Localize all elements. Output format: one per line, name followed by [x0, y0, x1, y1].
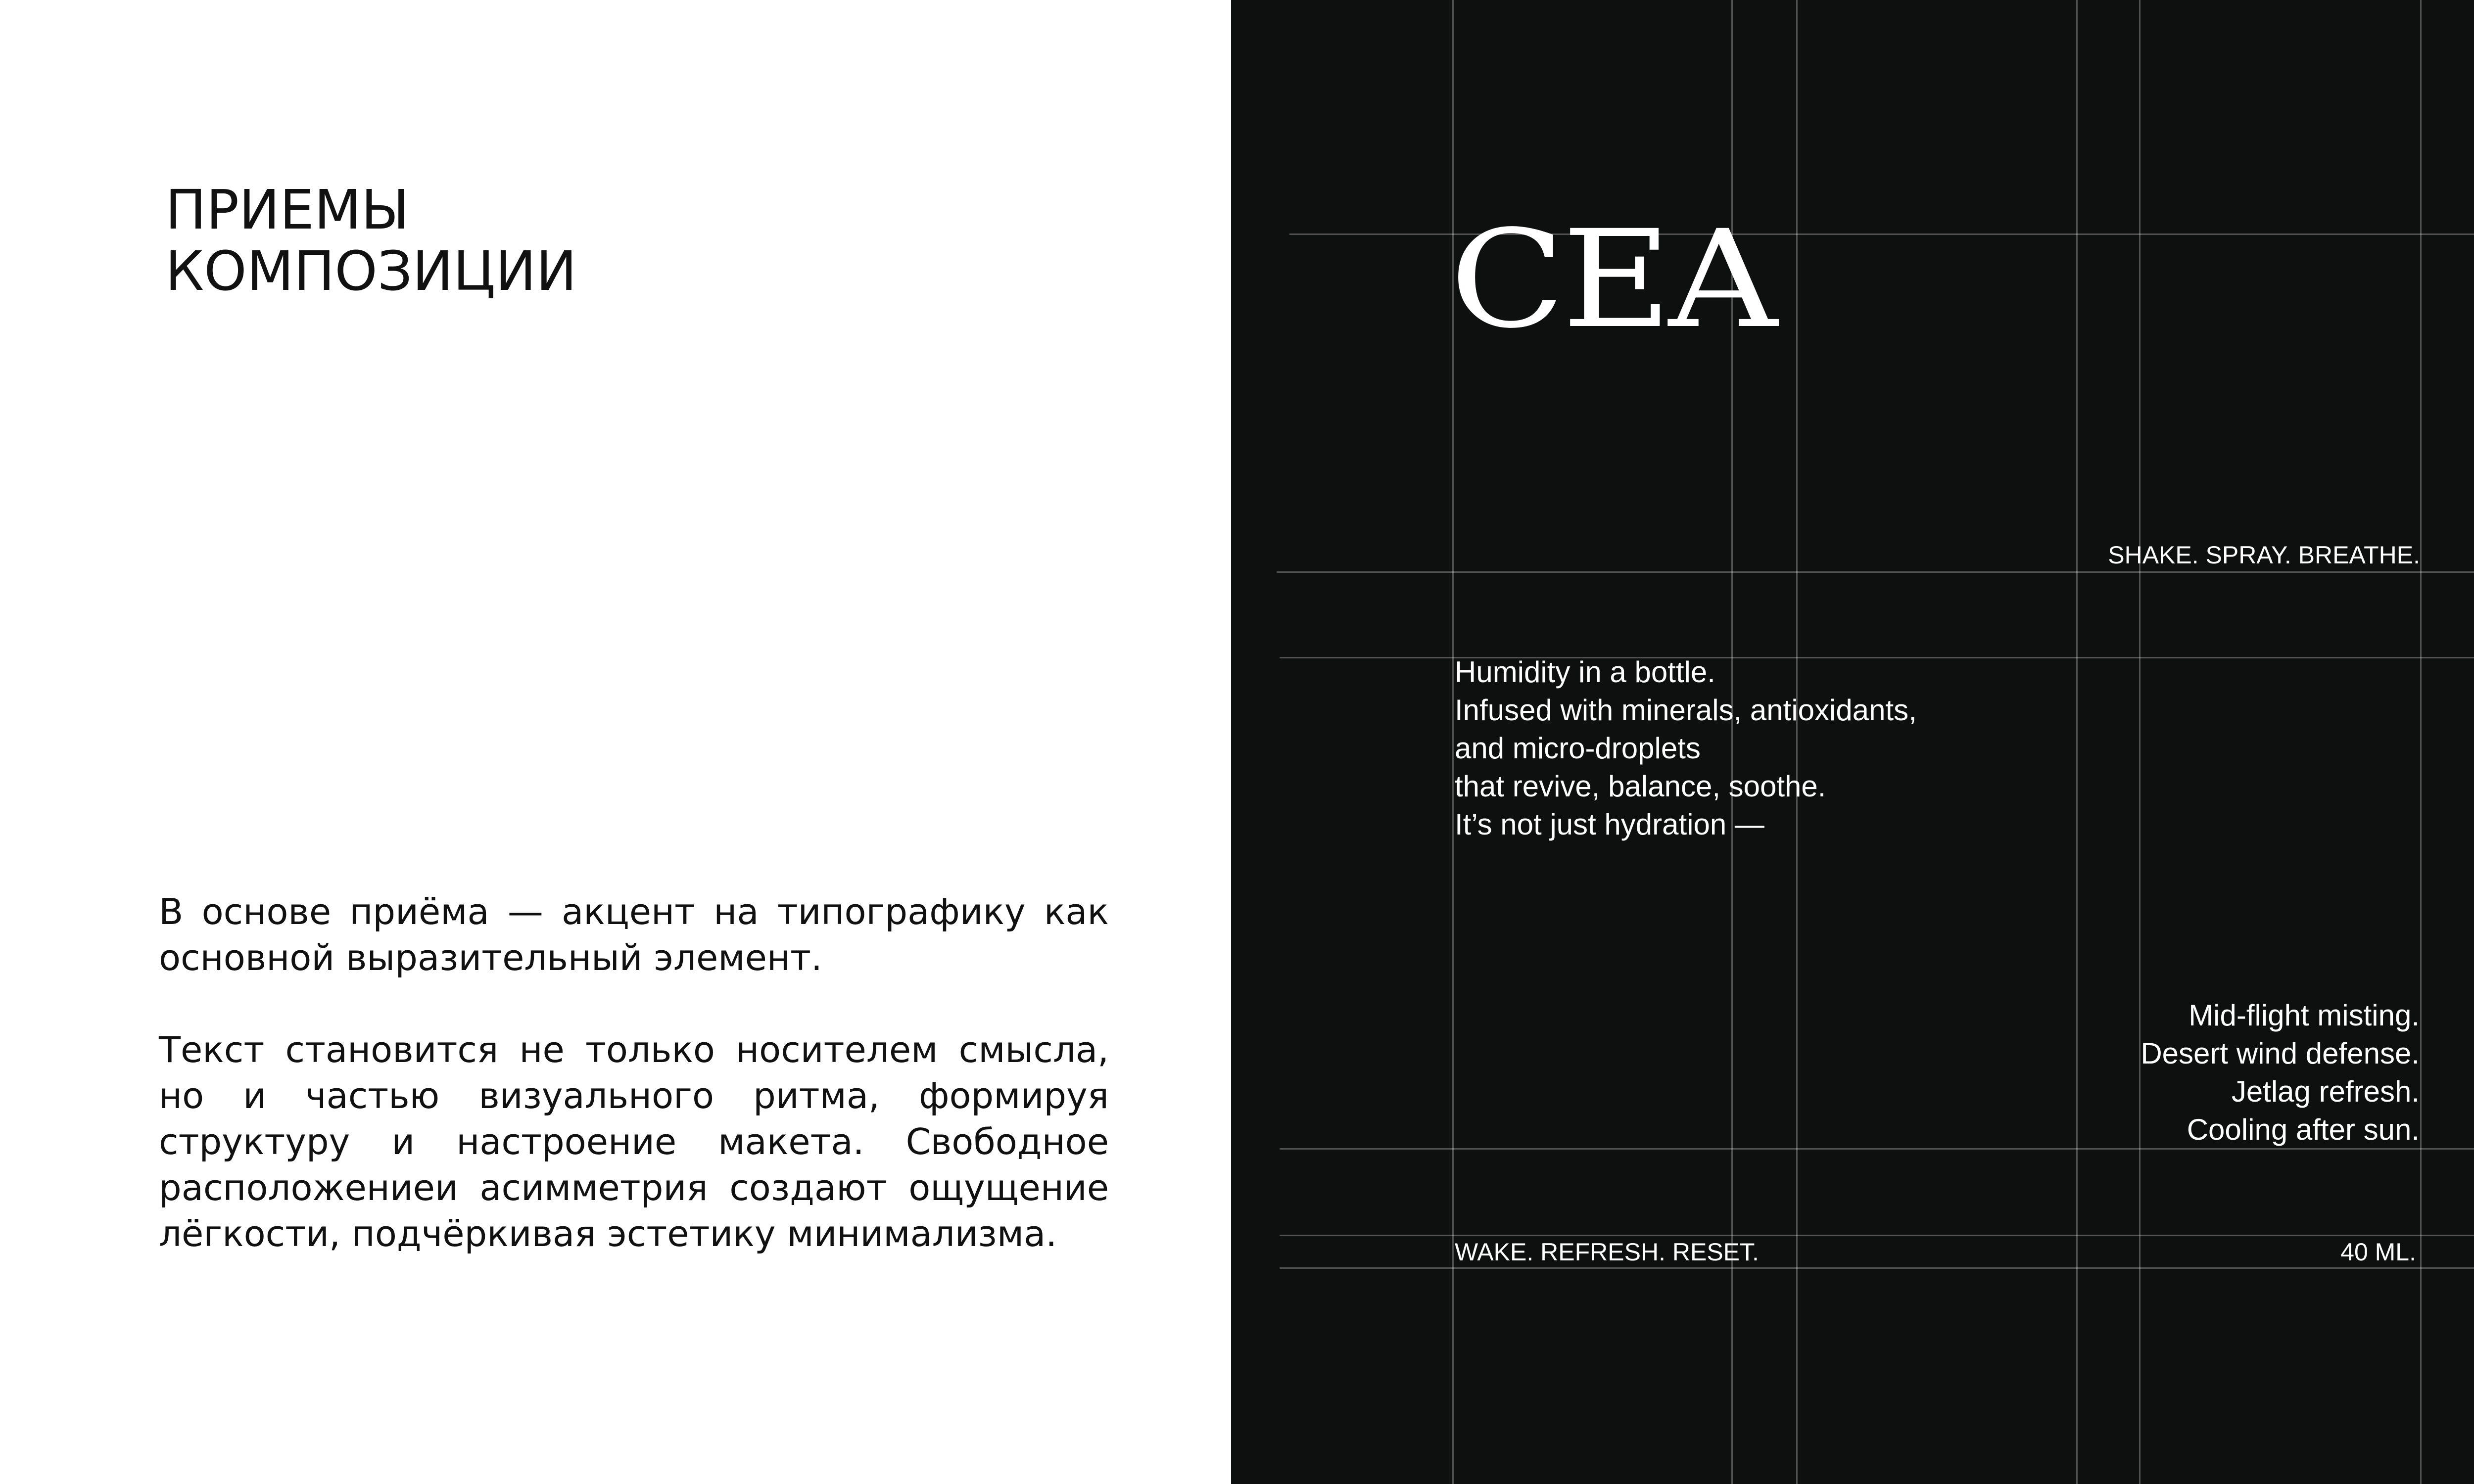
heading-line-2: КОМПОЗИЦИИ	[165, 239, 577, 303]
grid-guide-horizontal	[1280, 1267, 2474, 1269]
volume-label: 40 ML.	[2340, 1238, 2416, 1266]
description-panel	[0, 0, 1231, 1484]
heading-line-1: ПРИЕМЫ	[165, 178, 409, 241]
grid-guide-horizontal	[1280, 1235, 2474, 1236]
tagline-top: SHAKE. SPRAY. BREATHE.	[2108, 541, 2420, 569]
usage-item: Mid-flight misting.	[2189, 999, 2420, 1032]
grid-guide-vertical	[2076, 0, 2078, 1484]
description-paragraph-2: Текст становится не только носителем смысла, но и частью визуального ритма, формируя структуру и настроение макета. Свободное расположениеи асимметрия создают ощущение лёгкости, подчёркивая эстетику минимализма.	[159, 1029, 1109, 1254]
usage-item: Desert wind defense.	[2141, 1037, 2420, 1070]
product-copy	[1455, 653, 1917, 843]
brand-logo: CEA	[1450, 202, 1774, 358]
description-text	[159, 889, 1109, 1257]
tagline-bottom: WAKE. REFRESH. RESET.	[1455, 1238, 1759, 1266]
description-paragraph-1: В основе приёма — акцент на типографику как основной выразительный элемент.	[159, 891, 1109, 978]
label-mockup-panel	[1231, 0, 2474, 1484]
usage-item: Jetlag refresh.	[2231, 1075, 2420, 1108]
product-copy-line: and micro-droplets	[1455, 732, 1701, 765]
product-copy-line: Humidity in a bottle.	[1455, 655, 1715, 689]
grid-guide-vertical	[2420, 0, 2422, 1484]
product-copy-line: that revive, balance, soothe.	[1455, 770, 1826, 803]
product-copy-line: Infused with minerals, antioxidants,	[1455, 694, 1917, 727]
grid-guide-vertical	[2139, 0, 2141, 1484]
usage-item: Cooling after sun.	[2187, 1113, 2420, 1146]
grid-guide-horizontal	[1277, 571, 2474, 573]
usage-list	[2141, 996, 2420, 1149]
product-copy-line: It’s not just hydration —	[1455, 808, 1764, 841]
slide-heading	[165, 179, 577, 302]
